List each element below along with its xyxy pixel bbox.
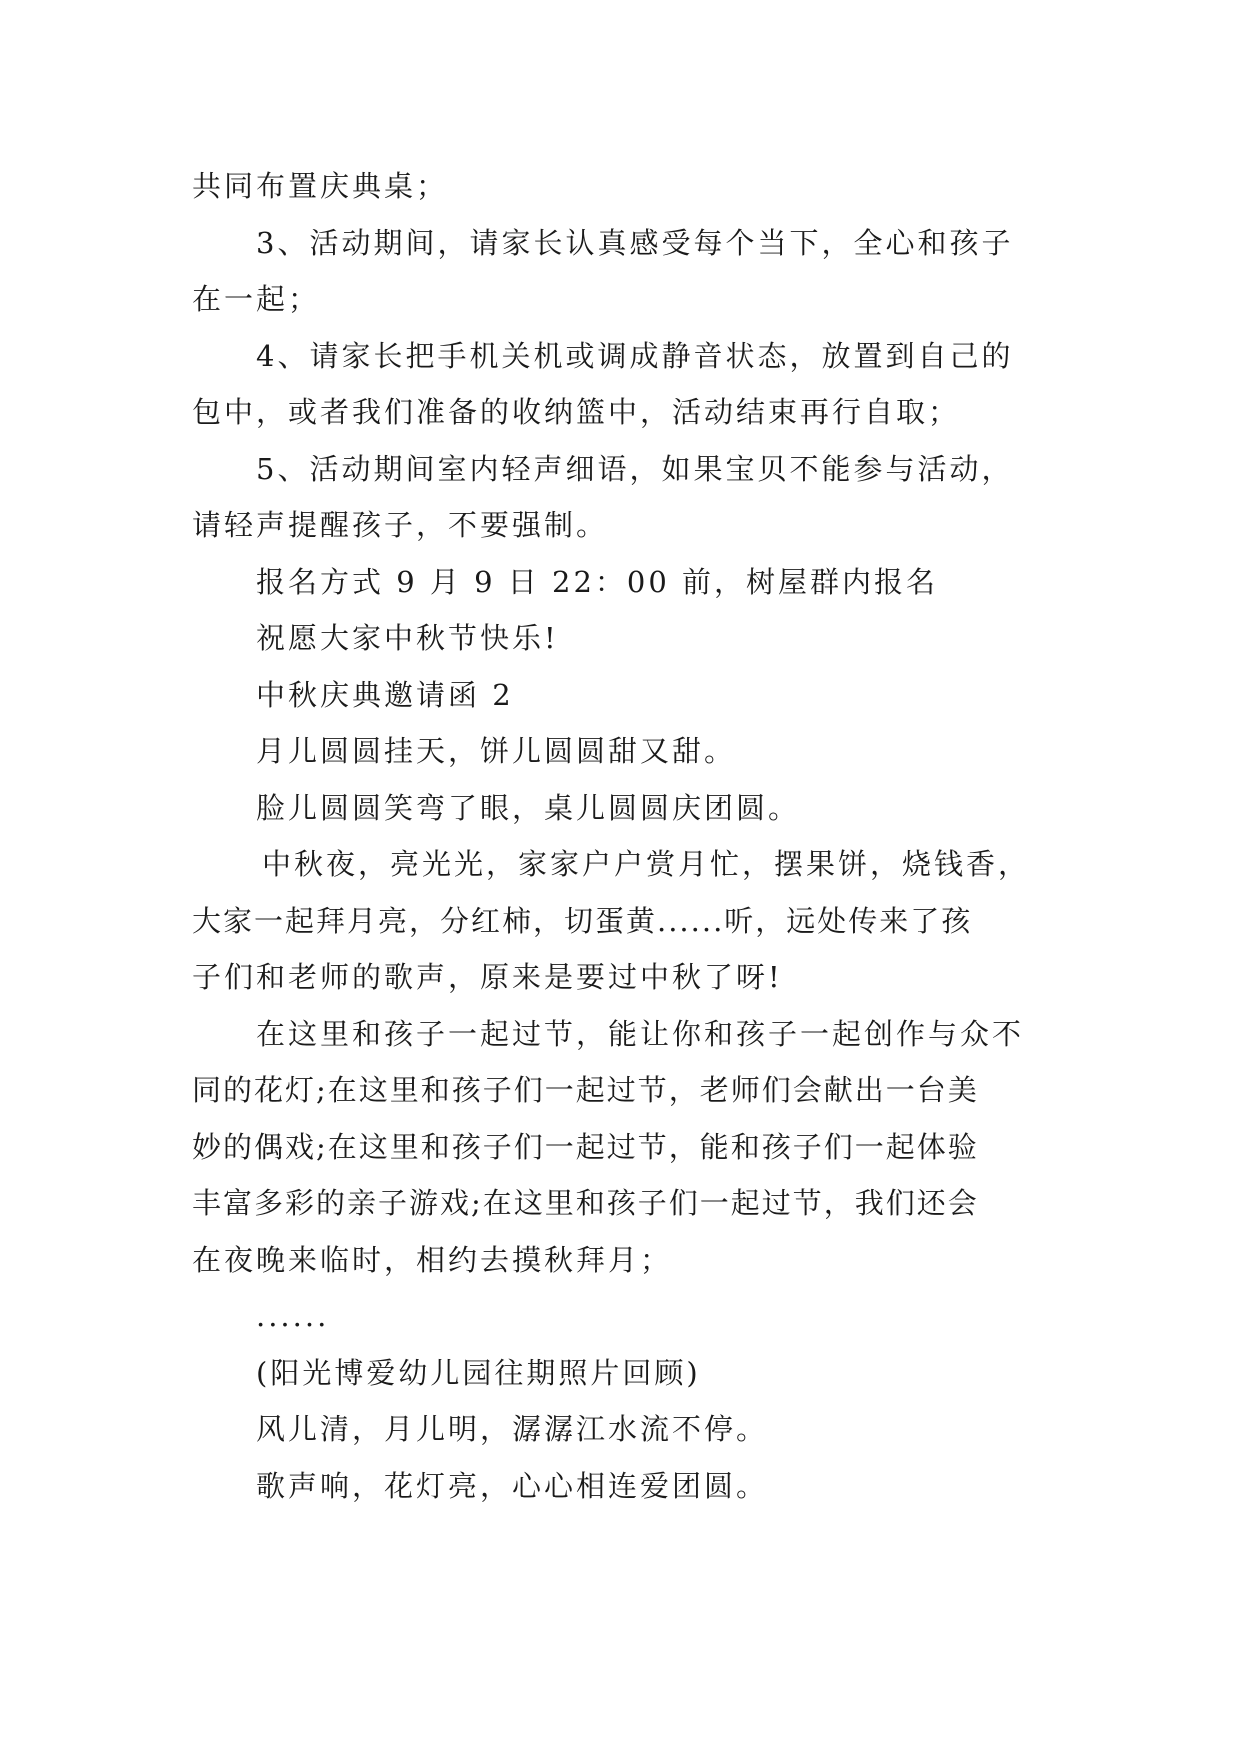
text-line: 风儿清，月儿明，潺潺江水流不停。 [256,1412,769,1446]
text-line: 共同布置庆典桌； [192,169,449,203]
text-line: 月儿圆圆挂天，饼儿圆圆甜又甜。 [256,734,737,768]
text-line: 3、活动期间，请家长认真感受每个当下，全心和孩子 [256,225,1014,260]
text-line: 歌声响，花灯亮，心心相连爱团圆。 [256,1468,769,1503]
text-line: 同的花灯;在这里和孩子们一起过节，老师们会献出一台美 [192,1073,979,1107]
text-line: 报名方式 9 月 9 日 22：00 前，树屋群内报名 [256,564,939,599]
document-body [192,158,1052,1514]
text-line: 脸儿圆圆笑弯了眼，桌儿圆圆庆团圆。 [256,790,801,825]
text-line: 5、活动期间室内轻声细语，如果宝贝不能参与活动， [256,451,1014,486]
text-line: 在夜晚来临时，相约去摸秋拜月； [192,1242,673,1277]
text-line: ...... [256,1299,330,1333]
text-line: 包中，或者我们准备的收纳篮中，活动结束再行自取； [192,395,961,429]
text-line: 中秋夜，亮光光，家家户户赏月忙，摆果饼，烧钱香， [262,847,1031,881]
text-line: 祝愿大家中秋节快乐! [256,621,559,655]
text-line: 请轻声提醒孩子，不要强制。 [192,508,609,542]
text-line: (阳光博爱幼儿园往期照片回顾) [256,1355,701,1390]
text-line: 在这里和孩子一起过节，能让你和孩子一起创作与众不 [256,1016,1025,1051]
text-line: 大家一起拜月亮，分红柿，切蛋黄......听，远处传来了孩 [192,903,973,938]
text-line: 4、请家长把手机关机或调成静音状态，放置到自己的 [256,338,1014,373]
text-line: 子们和老师的歌声，原来是要过中秋了呀! [192,960,783,994]
text-line: 丰富多彩的亲子游戏;在这里和孩子们一起过节，我们还会 [192,1186,979,1220]
text-line: 中秋庆典邀请函 2 [256,677,514,712]
text-line: 妙的偶戏;在这里和孩子们一起过节，能和孩子们一起体验 [192,1129,979,1164]
text-line: 在一起； [192,282,321,316]
